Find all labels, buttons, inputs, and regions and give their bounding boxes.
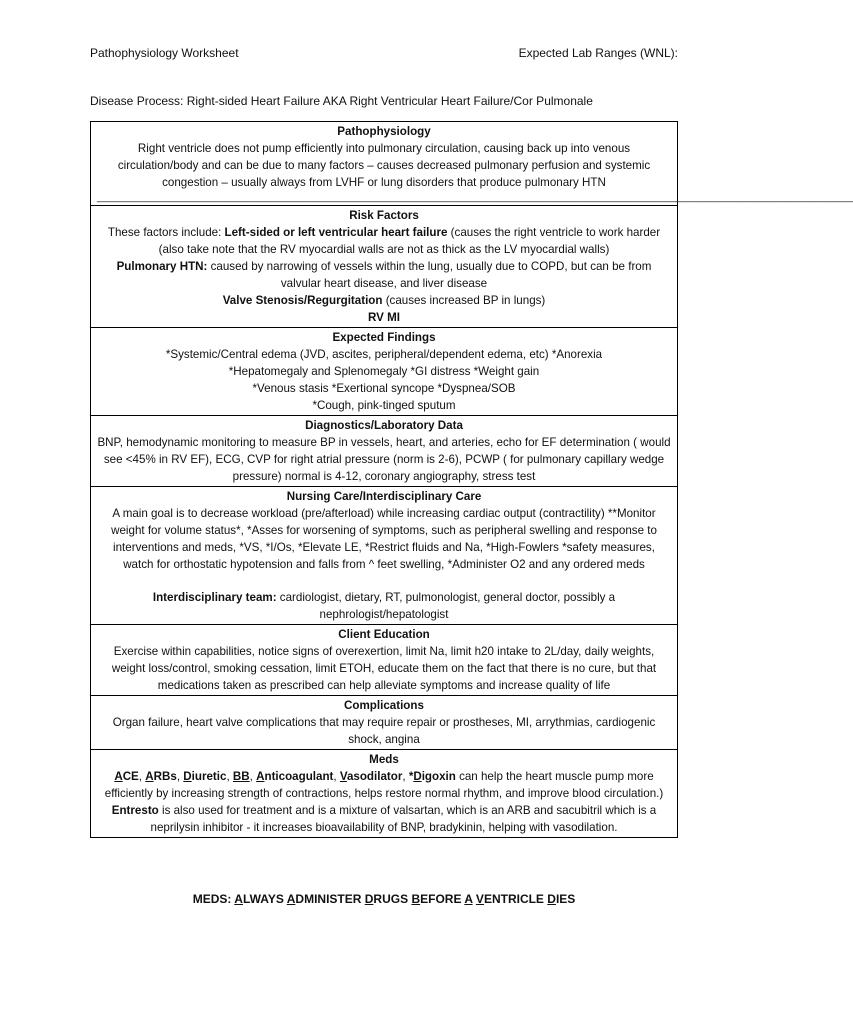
med-item: ARBs <box>145 770 177 783</box>
interdisciplinary-team <box>97 589 671 623</box>
risk-emphasis: Valve Stenosis/Regurgitation <box>222 294 383 307</box>
section-body: BNP, hemodynamic monitoring to measure BP in vessels, heart, and arteries, echo for EF determination ( would see <45% in RV EF), ECG, CVP for right atrial pressure (norm is 2-6), PCWP ( for pulmonary capillary wedge pressure) normal is 4-12, coronary angiography, stress test <box>97 436 671 483</box>
finding-line: *Venous stasis *Exertional syncope *Dyspnea/SOB <box>252 382 516 395</box>
section-meds <box>91 750 677 837</box>
meds-body: ACE, ARBs, Diuretic, BB, Anticoagulant, Vasodilator, *Digoxin can help the heart muscle pump more efficiently by increasing strength of contractions, helps restore normal rhythm, and improve blood circulation.) Entresto is also used for treatment and is a mixture of valsartan, which is an ARB and sacubitril which is a neprilysin inhibitor - it increases bioavailability of BNP, bradykinin, helping with vasodilation. <box>104 770 664 834</box>
risk-paragraph-3 <box>97 292 671 309</box>
mnemonic-word: BEFORE <box>411 892 462 906</box>
section-client-education <box>91 625 677 696</box>
mnemonic-word: DIES <box>547 892 576 906</box>
section-risk-factors <box>91 206 677 328</box>
section-pathophysiology <box>91 122 853 206</box>
risk-text: These factors include: <box>107 226 225 239</box>
team-text: cardiologist, dietary, RT, pulmonologist, general doctor, possibly a nephrologist/hepatologist <box>276 591 616 621</box>
section-body: Right ventricle does not pump efficiently into pulmonary circulation, causing back up into venous circulation/body and can be due to many factors – causes decreased pulmonary perfusion and systemic congestion – usually always from LVHF or lung disorders that produce pulmonary HTN <box>117 142 651 189</box>
med-item: *Digoxin <box>408 770 456 783</box>
section-nursing-care <box>91 487 677 625</box>
risk-paragraph-2 <box>97 258 671 292</box>
risk-paragraph-1 <box>97 224 671 258</box>
section-body: Exercise within capabilities, notice signs of overexertion, limit Na, limit h20 intake to 2L/day, daily weights, weight loss/control, smoking cessation, limit ETOH, educate them on the fact that there is no cure, but that medications taken as prescribed can help alleviate symptoms and increase quality of life <box>111 645 657 692</box>
disease-process-line: Disease Process: Right-sided Heart Failure AKA Right Ventricular Heart Failure/Cor Pulmonale <box>90 94 593 108</box>
section-title: Expected Findings <box>332 331 436 344</box>
section-title: Nursing Care/Interdisciplinary Care <box>286 490 482 503</box>
risk-emphasis: Left-sided or left ventricular heart failure <box>224 226 448 239</box>
risk-paragraph-4: RV MI <box>368 311 400 324</box>
section-title: Pathophysiology <box>337 125 431 138</box>
risk-text: (causes the right ventricle to work harder (also take note that the RV myocardial walls are not as thick as the LV myocardial walls) <box>158 226 661 256</box>
finding-line: *Hepatomegaly and Splenomegaly *GI distress *Weight gain <box>228 365 540 378</box>
risk-text: caused by narrowing of vessels within the lung, usually due to COPD, but can be from valvular heart disease, and liver disease <box>207 260 652 290</box>
mnemonic-label: MEDS: <box>192 892 235 906</box>
mnemonic-word: A <box>464 892 473 906</box>
worksheet-title: Pathophysiology Worksheet <box>90 46 239 60</box>
med-item: BB <box>232 770 250 783</box>
spacer <box>97 573 671 589</box>
section-body: A main goal is to decrease workload (pre/afterload) while increasing cardiac output (contractility) **Monitor weight for volume status*, *Asses for worsening of symptoms, such as peripheral swelling and response to interventions and meds, *VS, *I/Os, *Elevate LE, *Restrict fluids and Na, *High-Fowlers *safety measures, watch for orthostatic hypotension and falls from ^ feet swelling, *Administer O2 and any ordered meds <box>111 507 657 571</box>
mnemonic-word: VENTRICLE <box>475 892 544 906</box>
risk-text: (causes increased BP in lungs) <box>382 294 546 307</box>
team-label: Interdisciplinary team: <box>152 591 277 604</box>
section-complications <box>91 696 677 750</box>
section-body: Organ failure, heart valve complications that may require repair or prostheses, MI, arrythmias, cardiogenic shock, angina <box>112 716 656 746</box>
med-item: ACE <box>114 770 139 783</box>
underline-divider: ________________________________________________________________________________________________________________________________________ <box>97 192 853 203</box>
mnemonic-word: ALWAYS <box>234 892 284 906</box>
section-title: Complications <box>344 699 424 712</box>
section-title: Diagnostics/Laboratory Data <box>305 419 463 432</box>
finding-line: *Cough, pink-tinged sputum <box>312 399 456 412</box>
entresto-label: Entresto <box>111 804 159 817</box>
section-title: Risk Factors <box>349 209 419 222</box>
med-item: Diuretic <box>183 770 227 783</box>
section-title: Client Education <box>338 628 430 641</box>
med-item: Vasodilator <box>339 770 403 783</box>
risk-emphasis: Pulmonary HTN: <box>116 260 208 273</box>
mnemonic-word: DRUGS <box>364 892 409 906</box>
meds-text: can help the heart muscle pump more efficiently by increasing strength of contractions, helps restore normal rhythm, and improve blood circulation.) <box>104 770 664 800</box>
lab-ranges-heading: Expected Lab Ranges (WNL): <box>518 46 678 60</box>
section-diagnostics <box>91 416 677 487</box>
section-title: Meds <box>369 753 399 766</box>
mnemonic-word: ADMINISTER <box>286 892 362 906</box>
worksheet-table <box>90 121 853 838</box>
page-header <box>90 46 678 60</box>
med-item: Anticoagulant <box>256 770 334 783</box>
meds-text: is also used for treatment and is a mixture of valsartan, which is an ARB and sacubitril which is a neprilysin inhibitor - it increases bioavailability of BNP, bradykinin, helping with vasodilation. <box>150 804 657 834</box>
meds-mnemonic <box>90 892 678 906</box>
finding-line: *Systemic/Central edema (JVD, ascites, peripheral/dependent edema, etc) *Anorexia <box>165 348 603 361</box>
section-expected-findings <box>91 328 677 416</box>
